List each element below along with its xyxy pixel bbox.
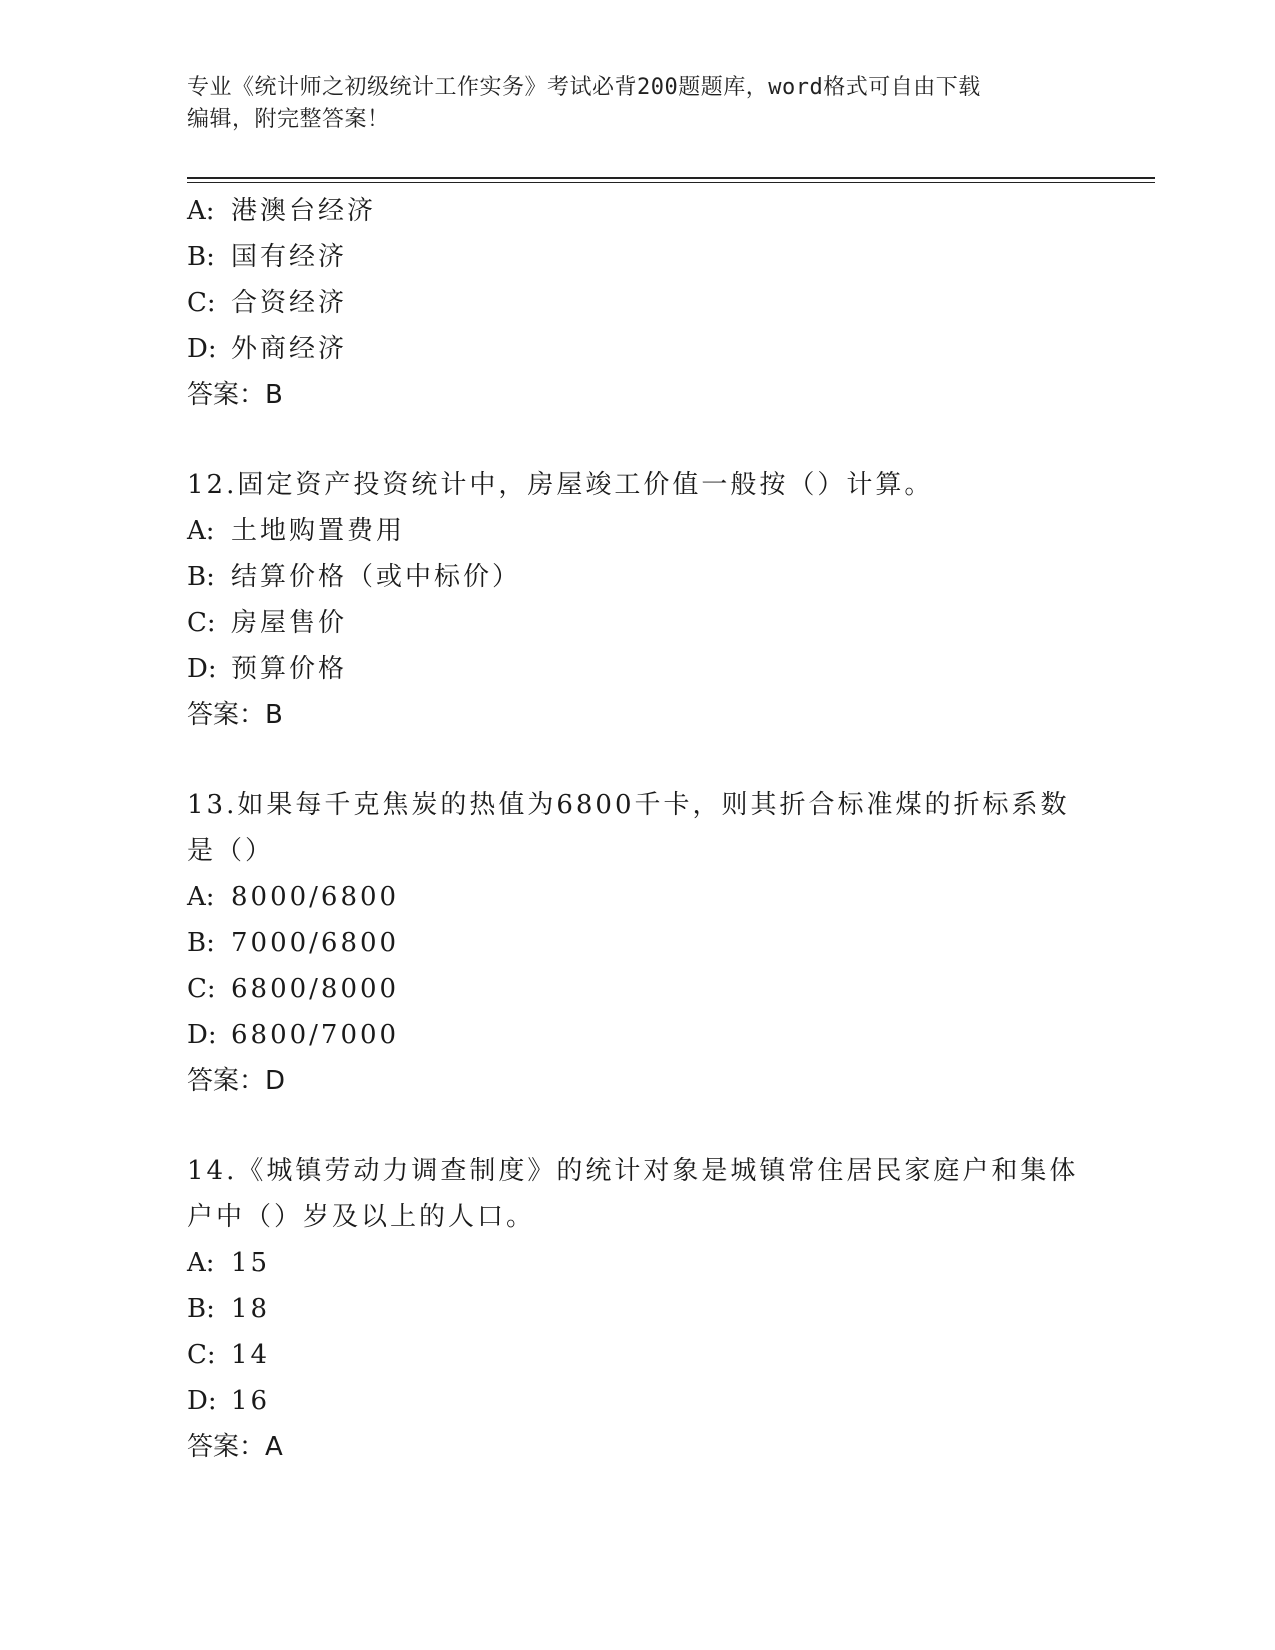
header-divider-thin — [187, 182, 1155, 183]
option-text: 合资经济 — [231, 288, 348, 318]
option-text: 6800/8000 — [231, 974, 400, 1004]
option-letter: B: — [187, 242, 215, 272]
option-c — [187, 966, 1087, 1012]
option-text: 8000/6800 — [231, 882, 400, 912]
option-d — [187, 1012, 1087, 1058]
option-letter: D: — [187, 1386, 217, 1416]
option-d — [187, 646, 1087, 692]
answer-line: 答案：B — [187, 380, 283, 410]
question-text: 12.固定资产投资统计中，房屋竣工价值一般按（）计算。 — [187, 470, 934, 500]
option-text: 港澳台经济 — [231, 196, 377, 226]
option-text: 国有经济 — [231, 242, 348, 272]
option-text: 6800/7000 — [231, 1020, 400, 1050]
option-c — [187, 280, 1087, 326]
question-block-13 — [187, 782, 1087, 1104]
option-letter: D: — [187, 334, 217, 364]
option-letter: A: — [187, 1248, 215, 1278]
question-text: 13.如果每千克焦炭的热值为6800千卡，则其折合标准煤的折标系数是（） — [187, 790, 1070, 866]
option-letter: B: — [187, 928, 215, 958]
option-text: 外商经济 — [231, 334, 348, 364]
option-text: 土地购置费用 — [231, 516, 406, 546]
option-a — [187, 188, 1087, 234]
document-header — [187, 72, 1087, 136]
option-text: 16 — [231, 1386, 271, 1416]
header-divider-thick — [187, 177, 1155, 179]
option-text: 18 — [231, 1294, 271, 1324]
answer-line: 答案：D — [187, 1066, 286, 1096]
header-line-2: 编辑，附完整答案！ — [187, 107, 390, 132]
option-d — [187, 326, 1087, 372]
answer-line: 答案：B — [187, 700, 283, 730]
option-text: 预算价格 — [231, 654, 348, 684]
option-letter: A: — [187, 882, 215, 912]
option-c — [187, 1332, 1087, 1378]
option-b — [187, 920, 1087, 966]
option-a — [187, 1240, 1087, 1286]
question-list — [187, 188, 1087, 1514]
question-block-11 — [187, 188, 1087, 418]
option-text: 房屋售价 — [231, 608, 348, 638]
question-block-12 — [187, 462, 1087, 738]
option-text: 14 — [231, 1340, 271, 1370]
option-letter: C: — [187, 608, 216, 638]
option-c — [187, 600, 1087, 646]
option-d — [187, 1378, 1087, 1424]
option-text: 15 — [231, 1248, 271, 1278]
option-b — [187, 1286, 1087, 1332]
option-letter: B: — [187, 1294, 215, 1324]
option-letter: D: — [187, 654, 217, 684]
option-b — [187, 554, 1087, 600]
option-letter: D: — [187, 1020, 217, 1050]
option-text: 7000/6800 — [231, 928, 400, 958]
answer-line: 答案：A — [187, 1432, 283, 1462]
option-letter: C: — [187, 974, 216, 1004]
question-block-14 — [187, 1148, 1087, 1470]
option-b — [187, 234, 1087, 280]
option-letter: B: — [187, 562, 215, 592]
option-a — [187, 874, 1087, 920]
option-letter: C: — [187, 288, 216, 318]
question-text: 14.《城镇劳动力调查制度》的统计对象是城镇常住居民家庭户和集体户中（）岁及以上的人口。 — [187, 1156, 1079, 1232]
option-a — [187, 508, 1087, 554]
option-letter: C: — [187, 1340, 216, 1370]
option-text: 结算价格（或中标价） — [231, 562, 522, 592]
header-line-1: 专业《统计师之初级统计工作实务》考试必背200题题库，word格式可自由下载 — [187, 75, 981, 100]
option-letter: A: — [187, 516, 215, 546]
option-letter: A: — [187, 196, 215, 226]
